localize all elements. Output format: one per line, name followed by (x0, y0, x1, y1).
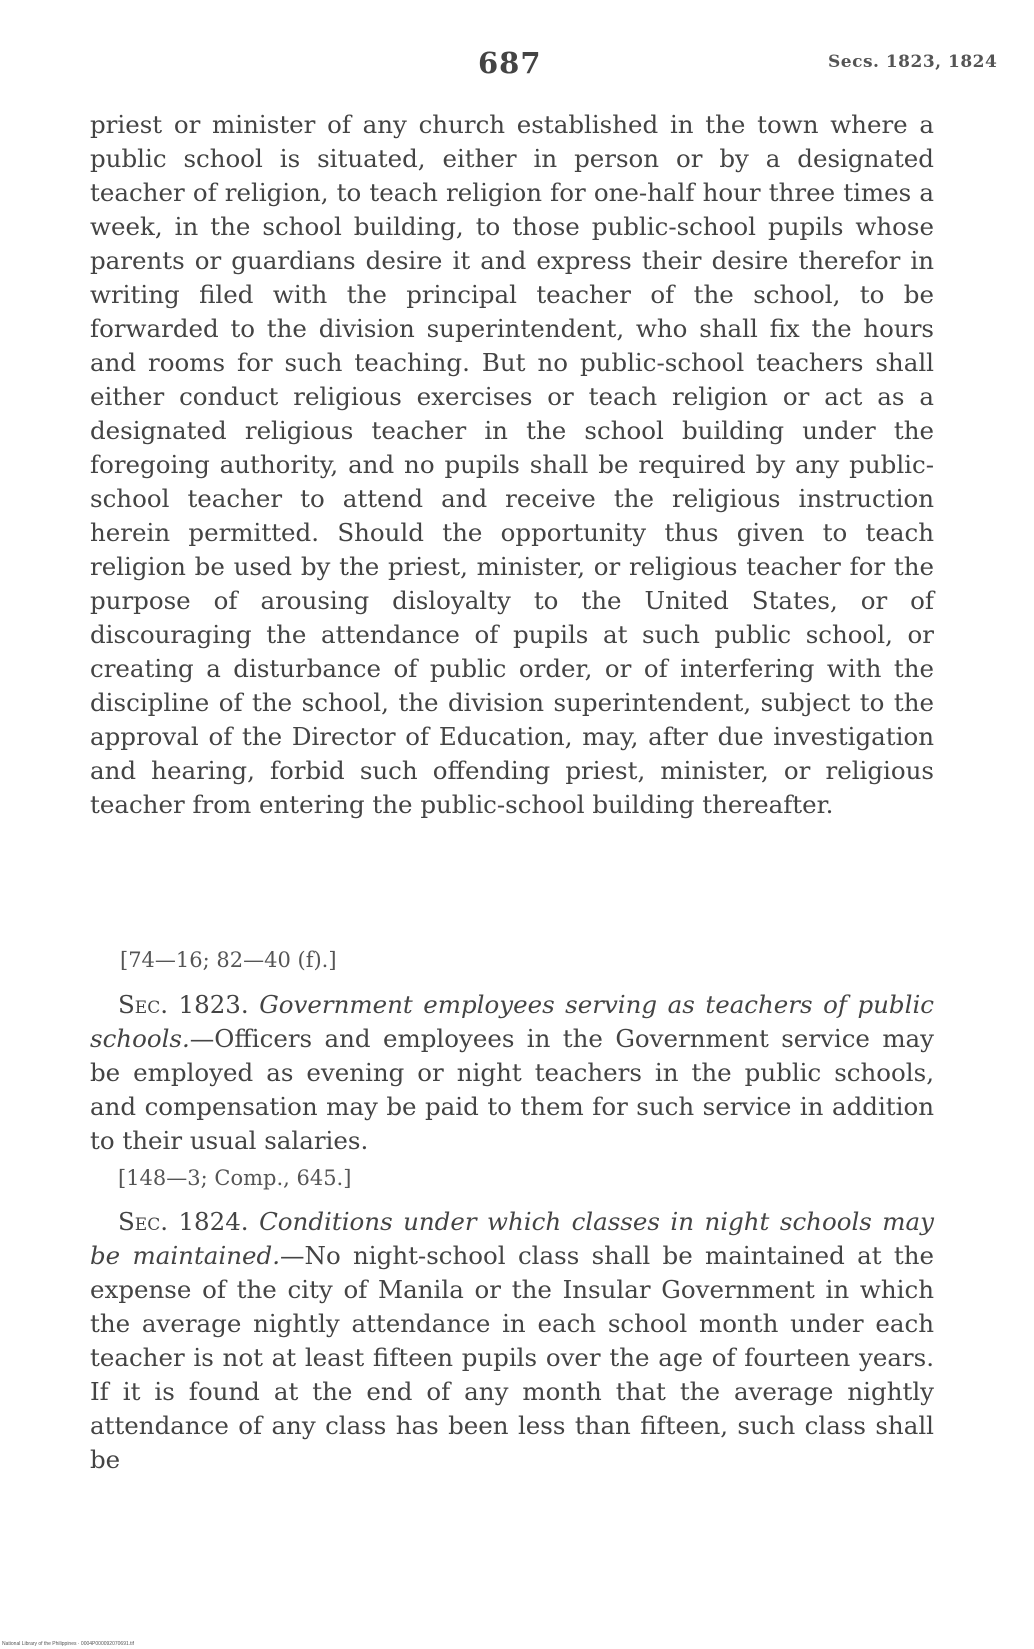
citation-2: [148—3; Comp., 645.] (118, 1166, 352, 1190)
section-1823-text: —Officers and employees in the Government service may be employed as evening or night teachers in the public schools, and compensation may be paid to them for such service in addition to their usual salaries. (90, 1024, 934, 1155)
section-1824-label: Sec. 1824. (118, 1207, 249, 1236)
section-1824-text: —No night-school class shall be maintained at the expense of the city of Manila or the Insular Government in which the average nightly attendance in each school month under each teacher is not at least fifteen pupils over the age of fourteen years. If it is found at the end of any month that the average nightly attendance of any class has been less than fifteen, such class shall be (90, 1241, 934, 1474)
running-header-section-ref: Secs. 1823, 1824 (828, 52, 998, 72)
section-1824-title: Conditions under which classes in night schools may be maintained. (90, 1207, 934, 1270)
continuation-paragraph: priest or minister of any church established in the town where a public school is situated, either in person or by a designated teacher of religion, to teach religion for one-half hour three times a week, in the school building, to those public-school pupils whose parents or guardians desire it and express their desire therefor in writing filed with the principal teacher of the school, to be forwarded to the division superintendent, who shall fix the hours and rooms for such teaching. But no public-school teachers shall either conduct religious exercises or teach religion or act as a designated religious teacher in the school building under the foregoing authority, and no pupils shall be required by any public-school teacher to attend and receive the religious instruction herein permitted. Should the opportunity thus given to teach religion be used by the priest, minister, or religious teacher for the purpose of arousing disloyalty to the United States, or of discouraging the attendance of pupils at such public school, or creating a disturbance of public order, or of interfering with the discipline of the school, the division superintendent, subject to the approval of the Director of Education, may, after due investigation and hearing, forbid such offending priest, minister, or religious teacher from entering the public-school building thereafter. (90, 110, 934, 819)
scan-footer: National Library of the Philippines · 0004P000092070691.tif (2, 1641, 135, 1647)
section-1823-paragraph (90, 988, 934, 1158)
page-number: 687 (478, 46, 542, 80)
section-1823-title: Government employees serving as teachers of public schools. (90, 990, 934, 1053)
section-1824-paragraph (90, 1205, 934, 1477)
section-1823-label: Sec. 1823. (118, 990, 249, 1019)
citation-1: [74—16; 82—40 (f).] (120, 948, 337, 972)
